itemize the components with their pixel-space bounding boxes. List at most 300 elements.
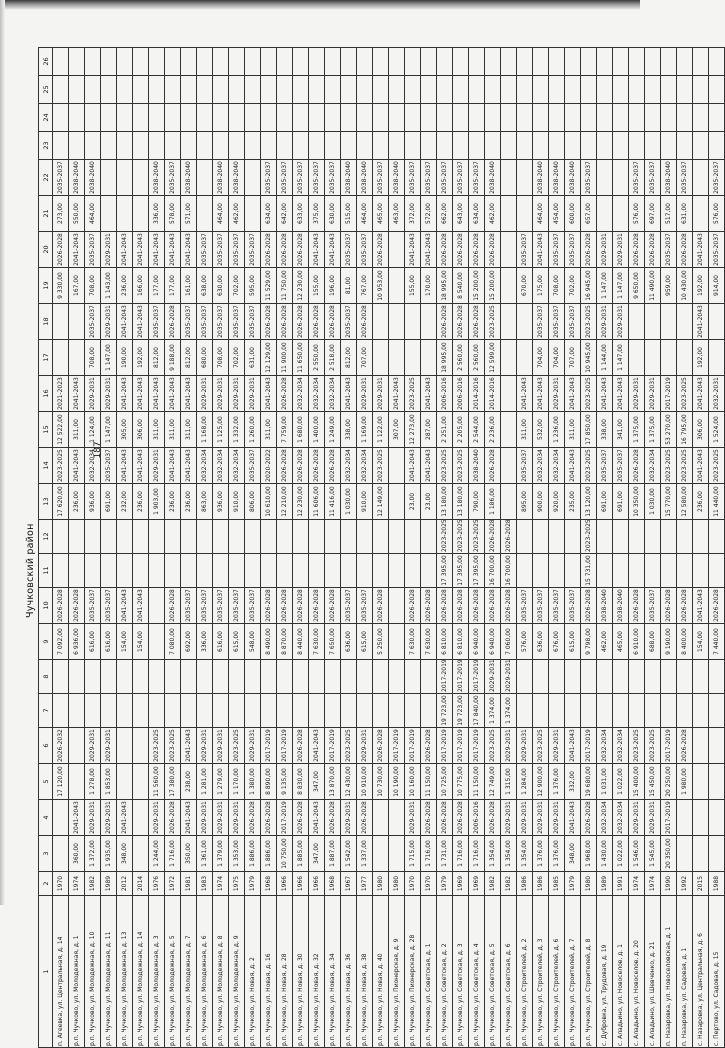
table-cell [581,694,597,728]
table-cell: 2 205,00 [453,412,469,448]
table-cell: 1974 [69,872,85,896]
table-cell: 18 995,00 [437,268,453,304]
table-cell: 2026-2028 [485,588,501,624]
table-cell: 2023-2025 [485,304,501,340]
table-cell: 1 278,00 [85,764,101,800]
table-cell: 11 750,00 [277,268,293,304]
table-cell: 2032-2034 [549,448,565,484]
table-cell: 2023-2025 [453,520,469,554]
column-number-cell: 20 [39,232,53,268]
table-cell: 2035-2037 [565,232,581,268]
table-cell: 2035-2037 [437,160,453,196]
table-cell: 2026-2032 [53,728,69,764]
table-row [277,48,293,1048]
table-row [469,48,485,1048]
table-cell [197,132,213,160]
table-cell: 702,00 [229,268,245,304]
table-cell: 311,00 [69,412,85,448]
table-cell [389,694,405,728]
table-cell: 2041-2043 [405,232,421,268]
table-row [245,48,261,1048]
address-cell: р.п. Чучково, ул. Советская, д. 1 [421,896,437,1048]
column-number-cell: 5 [39,764,53,800]
table-cell [421,76,437,104]
table-cell: 2041-2043 [181,232,197,268]
table-cell: 2023-2025 [629,728,645,764]
table-cell [117,104,133,132]
table-cell: 15 400,00 [629,764,645,800]
table-cell: 1 147,00 [101,340,117,376]
table-cell [133,694,149,728]
table-cell: 616,00 [213,624,229,660]
table-cell [133,520,149,554]
table-cell: 2035-2037 [53,160,69,196]
table-cell [661,520,677,554]
table-cell [293,520,309,554]
register-table [38,47,725,1048]
district-heading: Чучковский район [25,523,36,618]
table-cell: 2017-2019 [469,660,485,694]
table-cell [693,764,709,800]
table-cell [85,660,101,694]
table-cell [117,132,133,160]
table-cell: 10 910,00 [357,764,373,800]
address-cell: р.п. Чучково, ул. Молодежная, д. 10 [85,896,101,1048]
table-cell: 2006-2016 [453,376,469,412]
table-cell [485,76,501,104]
table-cell: 895,00 [517,484,533,520]
table-cell: 936,00 [85,484,101,520]
table-cell: 17 620,00 [53,484,69,520]
table-cell: 1 281,00 [197,764,213,800]
table-cell: 2035-2037 [517,448,533,484]
table-cell: 347,00 [309,764,325,800]
table-cell: 16 700,00 [501,554,517,588]
table-cell: 2032-2034 [309,376,325,412]
table-row [613,48,629,1048]
table-cell [293,694,309,728]
table-cell: 2041-2043 [309,232,325,268]
table-cell: 2041-2043 [613,376,629,412]
table-cell [693,660,709,694]
table-cell: 2012 [117,872,133,896]
table-cell: 15 731,00 [581,554,597,588]
table-cell: 464,00 [213,196,229,232]
table-cell: 2026-2028 [581,588,597,624]
table-cell: 167,00 [69,268,85,304]
table-cell: 2026-2028 [677,588,693,624]
table-cell: 273,00 [53,196,69,232]
table-cell [645,48,661,76]
table-cell [117,48,133,76]
table-cell: 1968 [325,872,341,896]
table-cell: 15 450,00 [645,764,661,800]
table-cell: 155,00 [309,268,325,304]
table-cell: 657,00 [581,196,597,232]
table-cell [293,48,309,76]
table-cell [405,520,421,554]
table-cell [437,48,453,76]
table-cell [389,304,405,340]
table-cell: 2026-2028 [421,588,437,624]
table-cell [645,660,661,694]
table-cell: 2038-2040 [85,160,101,196]
table-cell [149,660,165,694]
table-cell [501,48,517,76]
table-cell [389,624,405,660]
table-cell: 2026-2028 [421,728,437,764]
table-cell: 1982 [485,872,501,896]
address-cell: п. Агеевка, ул. Центральная, д. 14 [53,896,69,1048]
table-cell: 2032-2034 [597,728,613,764]
table-cell: 688,00 [645,624,661,660]
table-cell: 670,00 [517,268,533,304]
table-cell: 2026-2028 [277,232,293,268]
table-cell: 2041-2043 [421,448,437,484]
table-cell: 2032-2034 [613,800,629,836]
table-cell [533,48,549,76]
table-cell [709,728,725,764]
table-cell: 11 150,00 [421,764,437,800]
table-cell: 1 980,00 [677,764,693,800]
table-cell [165,554,181,588]
table-cell: 1 375,00 [645,412,661,448]
table-cell: 8 870,00 [277,624,293,660]
table-cell: 287,00 [421,412,437,448]
table-cell: 16 945,00 [581,268,597,304]
table-cell: 2035-2037 [341,588,357,624]
table-cell: 2035-2037 [213,304,229,340]
table-cell: 1 545,00 [645,836,661,872]
table-cell: 2035-2037 [533,588,549,624]
table-cell [373,836,389,872]
table-cell: 155,00 [405,268,421,304]
table-cell: 2014 [133,872,149,896]
table-cell: 2041-2043 [693,448,709,484]
table-cell: 2 236,00 [485,412,501,448]
table-cell [261,554,277,588]
table-cell: 2023-2025 [677,376,693,412]
table-cell: 2023-2025 [581,448,597,484]
table-cell [629,76,645,104]
table-cell: 2026-2028 [677,232,693,268]
table-cell: 2041-2043 [117,232,133,268]
table-cell [373,800,389,836]
table-cell: 2029-2031 [101,376,117,412]
table-cell [581,104,597,132]
table-cell: 2032-2034 [197,448,213,484]
table-cell: 2041-2043 [309,800,325,836]
table-cell: 2035-2037 [85,304,101,340]
table-cell [69,76,85,104]
table-cell: 2026-2028 [469,588,485,624]
column-number-cell: 1 [39,896,53,1048]
table-cell: 1990 [661,872,677,896]
table-row [453,48,469,1048]
table-cell: 1 376,00 [549,836,565,872]
table-cell: 2029-2031 [229,376,245,412]
table-cell [165,660,181,694]
table-cell: 2035-2037 [709,232,725,268]
address-cell: р.п. Чучково, ул. Молодежная, д. 7 [181,896,197,1048]
table-cell [389,520,405,554]
table-cell: 9 330,00 [53,268,69,304]
table-row [101,48,117,1048]
address-cell: р.п. Чучково, ул. Советская, д. 5 [485,896,501,1048]
table-cell: 1 376,00 [533,836,549,872]
table-cell: 8 440,00 [293,624,309,660]
table-cell: 7 759,00 [277,412,293,448]
table-cell [597,48,613,76]
table-cell [357,694,373,728]
table-cell [373,340,389,376]
table-cell: 12 580,00 [677,484,693,520]
table-cell: 812,00 [181,340,197,376]
table-cell [597,104,613,132]
table-cell: 1 372,00 [85,836,101,872]
table-cell: 11 490,00 [645,268,661,304]
table-cell [613,196,629,232]
address-cell: р.п. Чучково, ул. Советская, д. 2 [437,896,453,1048]
table-cell: 2035-2037 [197,588,213,624]
table-cell: 910,00 [229,484,245,520]
table-row [133,48,149,1048]
table-cell [501,232,517,268]
table-cell [213,132,229,160]
table-cell: 2035-2037 [405,160,421,196]
table-cell [101,660,117,694]
table-cell: 2026-2028 [165,304,181,340]
table-cell [517,340,533,376]
table-cell: 2029-2031 [629,376,645,412]
table-cell: 2032-2031 [709,376,725,412]
table-cell [629,660,645,694]
table-cell: 11 900,00 [277,340,293,376]
table-cell: 1979 [565,872,581,896]
table-cell: 2038-2040 [661,160,677,196]
table-cell: 7 080,00 [165,624,181,660]
table-cell: 2026-2028 [485,448,501,484]
table-cell: 2035-2037 [549,232,565,268]
table-cell: 2026-2028 [485,520,501,554]
table-cell [421,132,437,160]
table-cell: 9 135,00 [277,764,293,800]
table-cell [645,104,661,132]
table-cell [389,48,405,76]
table-cell: 790,00 [469,484,485,520]
table-cell: 2029-2031 [101,728,117,764]
table-cell: 1966 [309,872,325,896]
column-number-cell: 6 [39,728,53,764]
table-cell [213,76,229,104]
table-cell: 2041-2043 [181,448,197,484]
table-cell: 1 186,00 [485,484,501,520]
table-cell [357,48,373,76]
table-cell [389,800,405,836]
table-cell [405,554,421,588]
table-cell: 2029-2031 [501,800,517,836]
table-cell: 1977 [357,872,373,896]
table-cell: 2017-2019 [261,728,277,764]
table-cell: 1 546,00 [629,836,645,872]
table-cell: 2023-2025 [53,448,69,484]
table-cell: 616,00 [85,624,101,660]
table-cell [245,694,261,728]
table-cell [693,554,709,588]
address-cell: п. Назаровка, ул. Садовая, д. 1 [677,896,693,1048]
table-cell: 1 147,00 [597,268,613,304]
address-cell: р.п. Чучково, ул. Советская, д. 3 [453,896,469,1048]
column-number-cell: 11 [39,554,53,588]
table-cell [645,76,661,104]
table-cell [453,132,469,160]
table-cell: 6 940,00 [485,624,501,660]
table-cell [69,728,85,764]
table-cell: 307,00 [389,412,405,448]
table-cell [277,48,293,76]
table-cell: 1 379,00 [213,836,229,872]
table-cell: 638,00 [197,268,213,304]
table-cell: 2041-2043 [421,376,437,412]
table-cell: 2035-2037 [597,448,613,484]
table-row [293,48,309,1048]
table-cell: 615,00 [357,624,373,660]
table-cell [709,520,725,554]
table-cell [197,660,213,694]
table-cell [101,694,117,728]
table-cell: 465,00 [613,624,629,660]
table-row [565,48,581,1048]
table-cell: 2023-2025 [165,728,181,764]
table-cell [677,836,693,872]
table-cell: 2041-2043 [181,376,197,412]
table-cell: 2035-2037 [565,588,581,624]
table-cell: 161,00 [181,268,197,304]
table-cell: 2014-2016 [469,376,485,412]
table-cell: 2038-2040 [565,160,581,196]
table-cell: 2026-2028 [405,588,421,624]
table-cell [549,694,565,728]
table-cell: 2026-2028 [485,232,501,268]
table-cell [293,554,309,588]
table-cell: 2041-2043 [597,376,613,412]
table-cell [341,694,357,728]
table-cell: 959,00 [661,268,677,304]
table-cell: 2023-2025 [709,448,725,484]
table-cell [165,48,181,76]
table-cell [181,104,197,132]
table-cell [149,588,165,624]
table-row [229,48,245,1048]
table-cell: 2041-2043 [149,232,165,268]
table-cell [245,196,261,232]
table-cell: 2035-2037 [229,232,245,268]
table-cell: 2038-2040 [485,160,501,196]
table-cell [229,660,245,694]
table-cell: 2023-2025 [581,376,597,412]
table-cell: 2026-2028 [69,588,85,624]
table-cell: 1 022,00 [613,836,629,872]
table-cell [533,76,549,104]
table-cell: 517,00 [661,196,677,232]
table-cell: 2023-2025 [677,448,693,484]
table-cell [501,160,517,196]
table-cell: 2035-2037 [613,448,629,484]
column-number-cell: 14 [39,448,53,484]
table-cell: 2035-2037 [341,304,357,340]
address-cell: р.п. Чучково, ул. Новая, д. 2 [245,896,261,1048]
table-cell: 2041-2043 [133,232,149,268]
table-cell: 2041-2043 [133,376,149,412]
table-cell [325,554,341,588]
address-cell: р.п. Чучково, ул. Новая, д. 34 [325,896,341,1048]
table-cell: 2029-2031 [85,376,101,412]
column-number-cell: 15 [39,412,53,448]
table-cell: 2026-2028 [677,728,693,764]
table-cell: 1966 [277,872,293,896]
table-cell: 2032-2034 [533,448,549,484]
table-cell: 636,00 [341,624,357,660]
column-number-cell: 13 [39,484,53,520]
table-cell: 2026-2028 [501,588,517,624]
table-row [437,48,453,1048]
table-cell: 2023-2025 [453,448,469,484]
table-cell: 2035-2037 [85,232,101,268]
table-cell: 2026-2028 [485,800,501,836]
table-cell: 2023-2025 [533,728,549,764]
table-cell: 166,00 [133,268,149,304]
table-cell: 2029-2031 [101,800,117,836]
table-cell: 347,00 [309,836,325,872]
table-cell: 2017-2019 [437,728,453,764]
table-cell: 10 750,00 [277,836,293,872]
table-cell: 2029-2031 [213,800,229,836]
table-cell: 372,00 [405,196,421,232]
table-cell: 12 273,00 [405,412,421,448]
table-cell [517,520,533,554]
table-cell [629,48,645,76]
table-row [597,48,613,1048]
table-cell: 8 890,00 [261,764,277,800]
table-cell: 2026-2028 [293,588,309,624]
table-cell: 11 416,00 [325,484,341,520]
table-cell [325,48,341,76]
column-number-cell: 16 [39,376,53,412]
table-cell: 12 129,00 [261,340,277,376]
table-cell: 2029-2031 [645,800,661,836]
table-cell [501,340,517,376]
table-cell [677,800,693,836]
table-cell: 2038-2040 [357,160,373,196]
table-cell: 2035-2037 [213,232,229,268]
table-cell [677,132,693,160]
table-cell [293,660,309,694]
table-cell [421,48,437,76]
column-number-cell: 25 [39,76,53,104]
table-cell [501,412,517,448]
table-cell: 2029-2031 [85,800,101,836]
table-cell [533,520,549,554]
table-cell: 192,00 [693,268,709,304]
table-cell: 1986 [533,872,549,896]
table-cell: 2032-2034 [645,448,661,484]
table-cell: 332,00 [565,764,581,800]
table-cell [341,76,357,104]
table-cell: 11 560,00 [149,764,165,800]
table-cell [373,304,389,340]
table-cell: 2035-2037 [581,160,597,196]
table-cell: 1 935,00 [101,836,117,872]
